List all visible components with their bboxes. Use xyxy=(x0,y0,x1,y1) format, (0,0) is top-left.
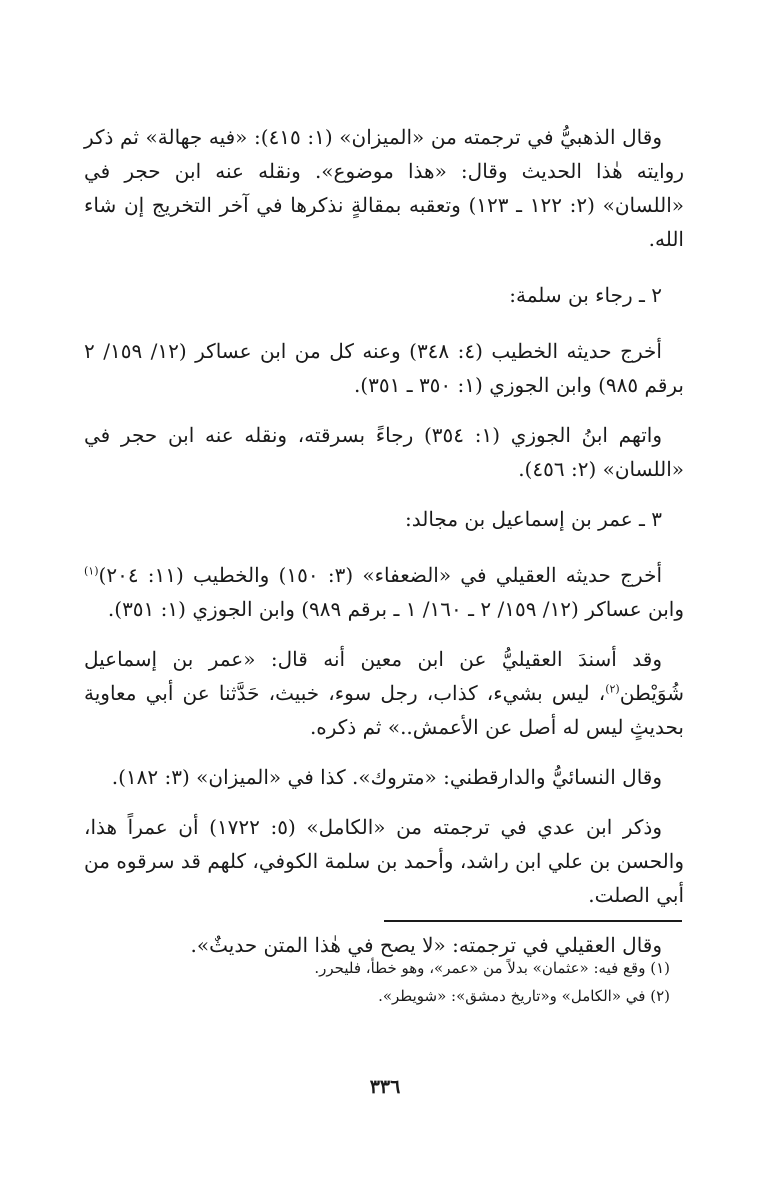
paragraph-raja-takhrij: أخرج حديثه الخطيب (٤: ٣٤٨) وعنه كل من ابن عساكر (١٢/ ١٥٩/ ٢ برقم ٩٨٥) وابن الجوزي (١: ٣٥٠ ـ ٣٥١). xyxy=(84,339,684,397)
paragraph-ibn-main xyxy=(84,642,684,744)
paragraph-raja-accusation: واتهم ابنُ الجوزي (١: ٣٥٤) رجاءً بسرقته، ونقله عنه ابن حجر في «اللسان» (٢: ٤٥٦). xyxy=(84,423,684,481)
paragraph-ibn-adi: وذكر ابن عدي في ترجمته من «الكامل» (٥: ١٧٢٢) أن عمراً هذا، والحسن بن علي ابن راشد، وأحمد بن سلمة الكوفي، كلهم قد سرقوه من أبي الصلت. xyxy=(84,815,684,907)
page-number: ٣٣٦ xyxy=(369,1076,401,1098)
paragraph-uqaili-conclusion: وقال العقيلي في ترجمته: «لا يصح في هٰذا المتن حديثٌ». xyxy=(190,933,662,957)
footnote-marker-2: (٢) xyxy=(605,682,620,696)
footnotes xyxy=(84,954,682,1010)
paragraph-nasai: وقال النسائيُّ والدارقطني: «متروك». كذا في «الميزان» (٣: ١٨٢). xyxy=(111,765,662,789)
footnote-marker-1: (١) xyxy=(84,564,99,578)
paragraph-umar-takhrij-part-a: أخرج حديثه العقيلي في «الضعفاء» (٣: ١٥٠) والخطيب (١١: ٢٠٤) xyxy=(98,563,662,587)
paragraph-ibn-main-part-a: وقد أسندَ العقيليُّ عن ابن معين أنه قال: «عمر بن إسماعيل شُوَيْطن xyxy=(84,647,684,705)
paragraph-dhahabi: وقال الذهبيُّ في ترجمته من «الميزان» (١: ٤١٥): «فيه جهالة» ثم ذكر روايته هٰذا الحديث وقال: «هذا موضوع». ونقله عنه ابن حجر في «اللسان» (٢: ١٢٢ ـ ١٢٣) وتعقبه بمقالةٍ نذكرها في آخر التخريج إن شاء الله. xyxy=(84,125,684,251)
section-heading-raja: ٢ ـ رجاء بن سلمة: xyxy=(509,283,662,307)
paragraph-umar-takhrij-part-b: وابن عساكر (١٢/ ١٥٩/ ٢ ـ ١٦٠/ ١ ـ برقم ٩٨٩) وابن الجوزي (١: ٣٥١). xyxy=(107,597,684,621)
footnote-1: (١) وقع فيه: «عثمان» بدلاً من «عمر»، وهو خطأ، فليحرر. xyxy=(314,959,670,977)
paragraph-umar-takhrij xyxy=(84,558,684,626)
footnote-2: (٢) في «الكامل» و«تاريخ دمشق»: «شويطر». xyxy=(378,987,670,1005)
main-text xyxy=(84,120,684,962)
section-heading-umar: ٣ ـ عمر بن إسماعيل بن مجالد: xyxy=(405,507,662,531)
footnote-divider xyxy=(384,920,682,922)
paragraph-ibn-main-part-b: ، ليس بشيء، كذاب، رجل سوء، خبيث، حَدَّثنا عن أبي معاوية بحديثٍ ليس له أصل عن الأعمش..» ثم ذكره. xyxy=(84,681,684,739)
